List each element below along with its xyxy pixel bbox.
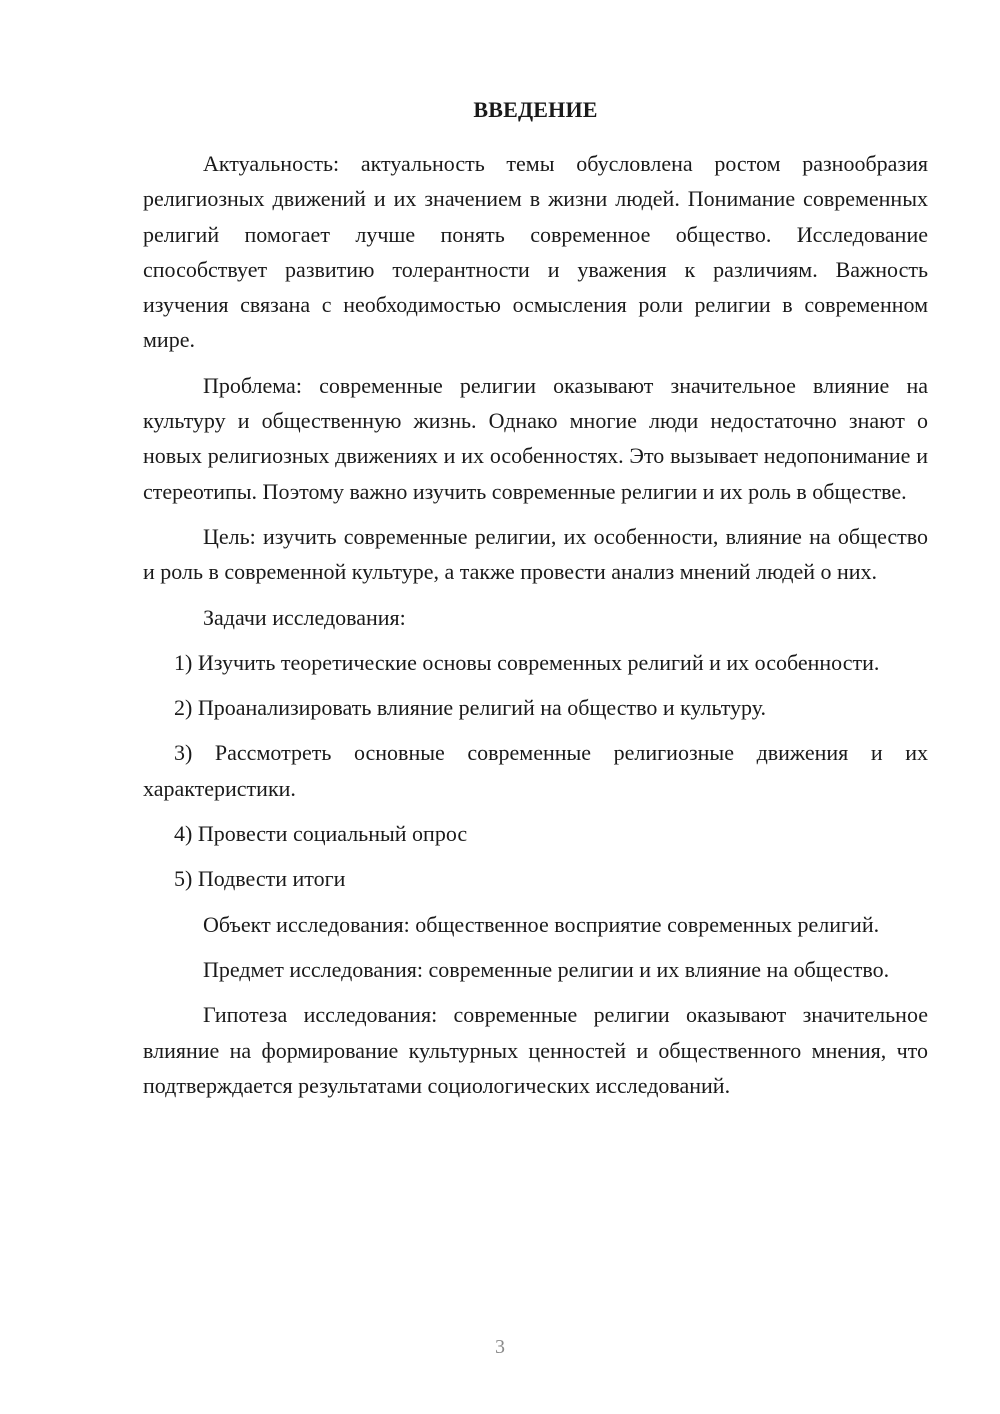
task-item: 5) Подвести итоги xyxy=(174,866,346,892)
problem-paragraph: Проблема: современные религии оказывают значительное влияние на культуру и общественную жизнь. Однако многие люди недостаточно знают о новых религиозных движениях и их особенностях. Это вызывает недопонимание и стереотипы. Поэтому важно изучить современные религии и их роль в обществе. xyxy=(143,372,928,504)
object-paragraph: Объект исследования: общественное восприятие современных религий. xyxy=(203,911,880,937)
task-item: 2) Проанализировать влияние религий на общество и культуру. xyxy=(174,695,767,721)
tasks-heading: Задачи исследования: xyxy=(203,604,406,630)
document-page xyxy=(143,96,928,1103)
task-item: 1) Изучить теоретические основы современных религий и их особенности. xyxy=(174,649,880,675)
goal-paragraph: Цель: изучить современные религии, их особенности, влияние на общество и роль в современной культуре, а также провести анализ мнений людей о них. xyxy=(143,523,928,585)
page-number: 3 xyxy=(495,1336,505,1358)
page-title: ВВЕДЕНИЕ xyxy=(473,97,598,122)
task-item: 3) Рассмотреть основные современные религиозные движения и их характеристики. xyxy=(143,740,928,801)
relevance-paragraph: Актуальность: актуальность темы обусловлена ростом разнообразия религиозных движений и их значением в жизни людей. Понимание современных религий помогает лучше понять современное общество. Исследование способствует развитию толерантности и уважения к различиям. Важность изучения связана с необходимостью осмысления роли религии в современном мире. xyxy=(143,151,928,353)
subject-paragraph: Предмет исследования: современные религии и их влияние на общество. xyxy=(203,956,890,982)
task-item: 4) Провести социальный опрос xyxy=(174,821,468,847)
hypothesis-paragraph: Гипотеза исследования: современные религии оказывают значительное влияние на формирование культурных ценностей и общественного мнения, что подтверждается результатами социологических исследований. xyxy=(143,1002,928,1098)
